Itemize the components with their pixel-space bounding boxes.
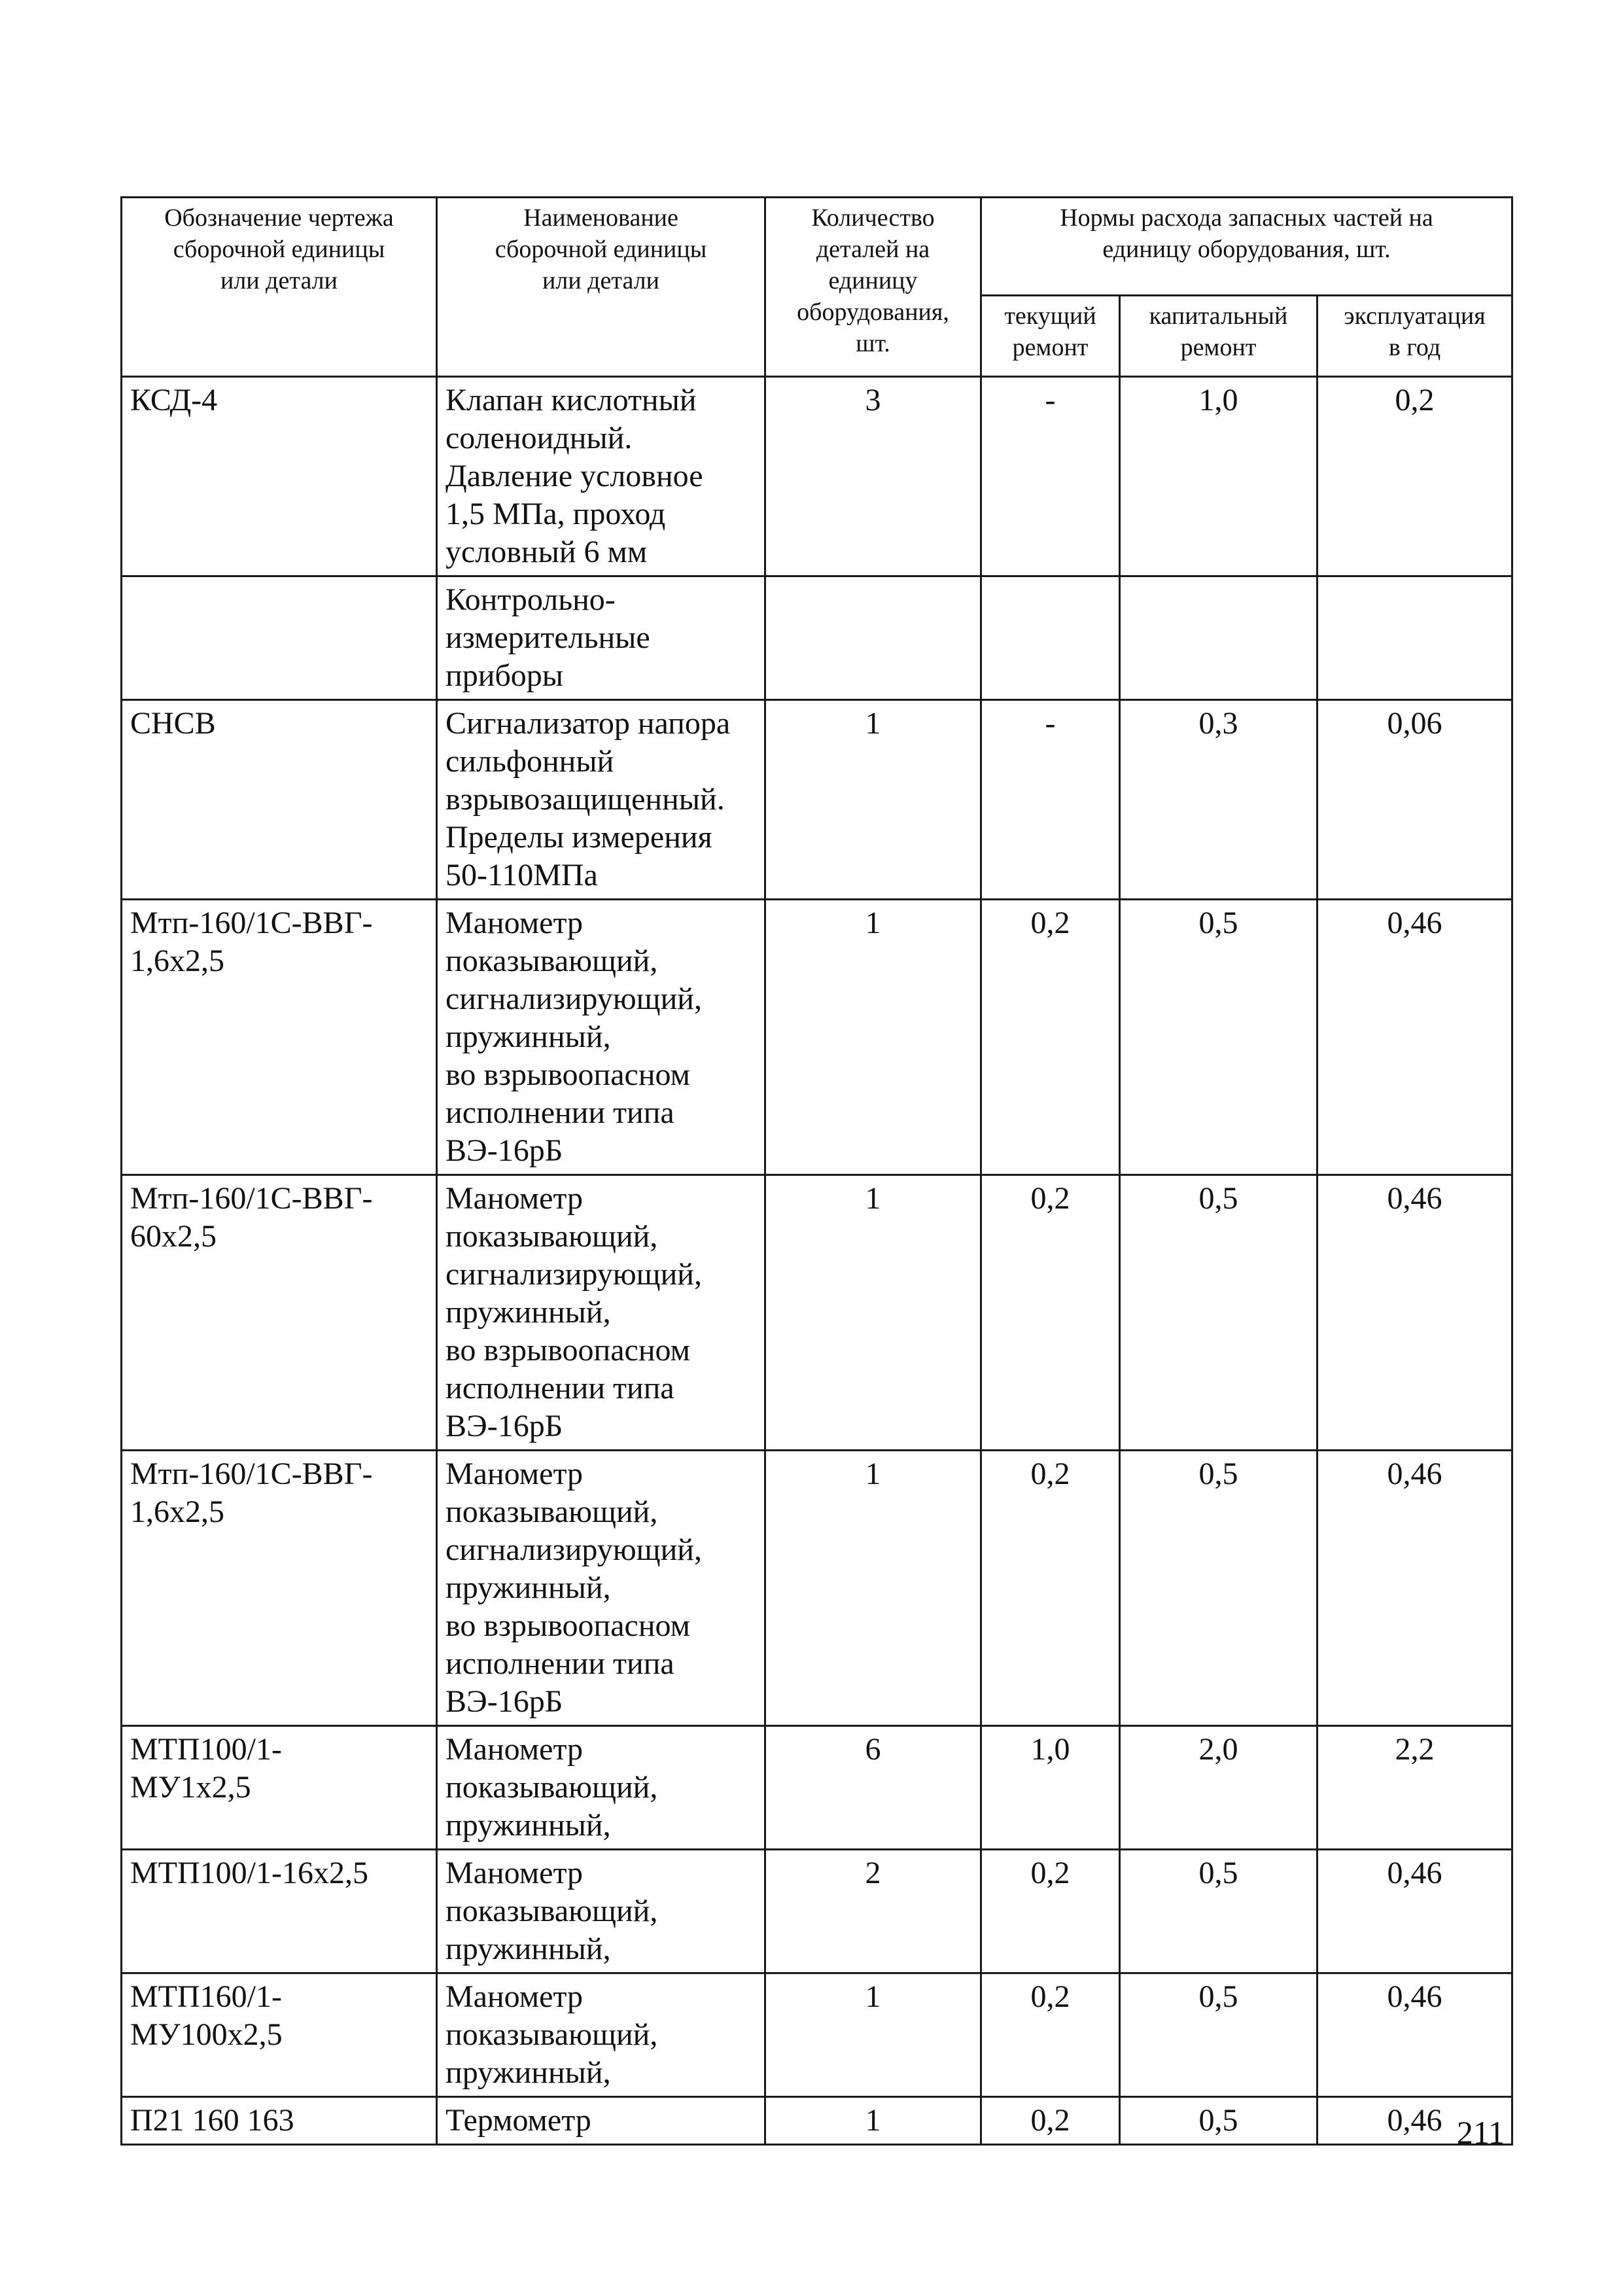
table-row <box>122 1973 1512 2097</box>
row-qty: 1 <box>765 1973 981 2097</box>
row-qty: 6 <box>765 1726 981 1850</box>
header-operation-year: эксплуатация в год <box>1318 296 1512 377</box>
row-qty: 1 <box>765 700 981 900</box>
section-heading: Контрольно- измерительные приборы <box>437 576 765 700</box>
header-norms: Нормы расхода запасных частей на единицу оборудования, шт. <box>981 198 1512 296</box>
row-capital: 0,5 <box>1120 1850 1318 1973</box>
row-code: МТП160/1- МУ100х2,5 <box>122 1973 437 2097</box>
row-name: Клапан кислотный соленоидный. Давление условное 1,5 МПа, проход условный 6 мм <box>437 377 765 576</box>
row-capital: 0,3 <box>1120 700 1318 900</box>
header-current-repair: текущий ремонт <box>981 296 1120 377</box>
row-name: Манометр показывающий, сигнализирующий, пружинный, во взрывоопасном исполнении типа ВЭ-16рБ <box>437 900 765 1175</box>
row-code: СНСВ <box>122 700 437 900</box>
row-yearly <box>1318 576 1512 700</box>
spare-parts-table <box>120 196 1513 2146</box>
row-current: 1,0 <box>981 1726 1120 1850</box>
table-row <box>122 900 1512 1175</box>
row-current: - <box>981 700 1120 900</box>
header-quantity: Количество деталей на единицу оборудования, шт. <box>765 198 981 377</box>
table-row <box>122 576 1512 700</box>
row-yearly: 0,06 <box>1318 700 1512 900</box>
row-code: Мтп-160/1С-ВВГ- 1,6х2,5 <box>122 900 437 1175</box>
row-capital <box>1120 576 1318 700</box>
row-name: Манометр показывающий, сигнализирующий, пружинный, во взрывоопасном исполнении типа ВЭ-16рБ <box>437 1451 765 1726</box>
row-code <box>122 576 437 700</box>
row-capital: 0,5 <box>1120 2097 1318 2145</box>
row-current: - <box>981 377 1120 576</box>
row-capital: 0,5 <box>1120 1973 1318 2097</box>
row-qty: 1 <box>765 1175 981 1451</box>
table-row <box>122 1175 1512 1451</box>
table-row <box>122 377 1512 576</box>
row-code: Мтп-160/1С-ВВГ- 1,6х2,5 <box>122 1451 437 1726</box>
row-yearly: 0,2 <box>1318 377 1512 576</box>
row-qty: 1 <box>765 900 981 1175</box>
header-designation: Обозначение чертежа сборочной единицы или детали <box>122 198 437 377</box>
table-row <box>122 1850 1512 1973</box>
row-qty <box>765 576 981 700</box>
row-current <box>981 576 1120 700</box>
row-code: МТП100/1-16х2,5 <box>122 1850 437 1973</box>
row-yearly: 0,46 <box>1318 1973 1512 2097</box>
table-row <box>122 1451 1512 1726</box>
row-qty: 1 <box>765 1451 981 1726</box>
row-name: Манометр показывающий, пружинный, <box>437 1973 765 2097</box>
row-code: КСД-4 <box>122 377 437 576</box>
row-current: 0,2 <box>981 1850 1120 1973</box>
row-current: 0,2 <box>981 1973 1120 2097</box>
table-row <box>122 1726 1512 1850</box>
row-yearly: 0,46 <box>1318 2097 1512 2145</box>
row-yearly: 2,2 <box>1318 1726 1512 1850</box>
row-yearly: 0,46 <box>1318 1175 1512 1451</box>
row-name: Манометр показывающий, пружинный, <box>437 1726 765 1850</box>
row-qty: 3 <box>765 377 981 576</box>
row-yearly: 0,46 <box>1318 1451 1512 1726</box>
row-code: МТП100/1- МУ1х2,5 <box>122 1726 437 1850</box>
table-row <box>122 2097 1512 2145</box>
row-name: Термометр <box>437 2097 765 2145</box>
row-yearly: 0,46 <box>1318 1850 1512 1973</box>
row-current: 0,2 <box>981 2097 1120 2145</box>
row-capital: 0,5 <box>1120 1451 1318 1726</box>
row-capital: 0,5 <box>1120 900 1318 1175</box>
row-qty: 2 <box>765 1850 981 1973</box>
row-current: 0,2 <box>981 900 1120 1175</box>
header-capital-repair: капитальный ремонт <box>1120 296 1318 377</box>
row-current: 0,2 <box>981 1451 1120 1726</box>
row-current: 0,2 <box>981 1175 1120 1451</box>
row-capital: 2,0 <box>1120 1726 1318 1850</box>
row-code: Мтп-160/1С-ВВГ- 60х2,5 <box>122 1175 437 1451</box>
row-capital: 0,5 <box>1120 1175 1318 1451</box>
row-name: Манометр показывающий, сигнализирующий, пружинный, во взрывоопасном исполнении типа ВЭ-16рБ <box>437 1175 765 1451</box>
row-yearly: 0,46 <box>1318 900 1512 1175</box>
row-capital: 1,0 <box>1120 377 1318 576</box>
row-qty: 1 <box>765 2097 981 2145</box>
row-code: П21 160 163 <box>122 2097 437 2145</box>
row-name: Сигнализатор напора сильфонный взрывозащищенный. Пределы измерения 50-110МПа <box>437 700 765 900</box>
row-name: Манометр показывающий, пружинный, <box>437 1850 765 1973</box>
page-number: 211 <box>1456 2114 1505 2151</box>
table-row <box>122 700 1512 900</box>
header-name: Наименование сборочной единицы или детали <box>437 198 765 377</box>
